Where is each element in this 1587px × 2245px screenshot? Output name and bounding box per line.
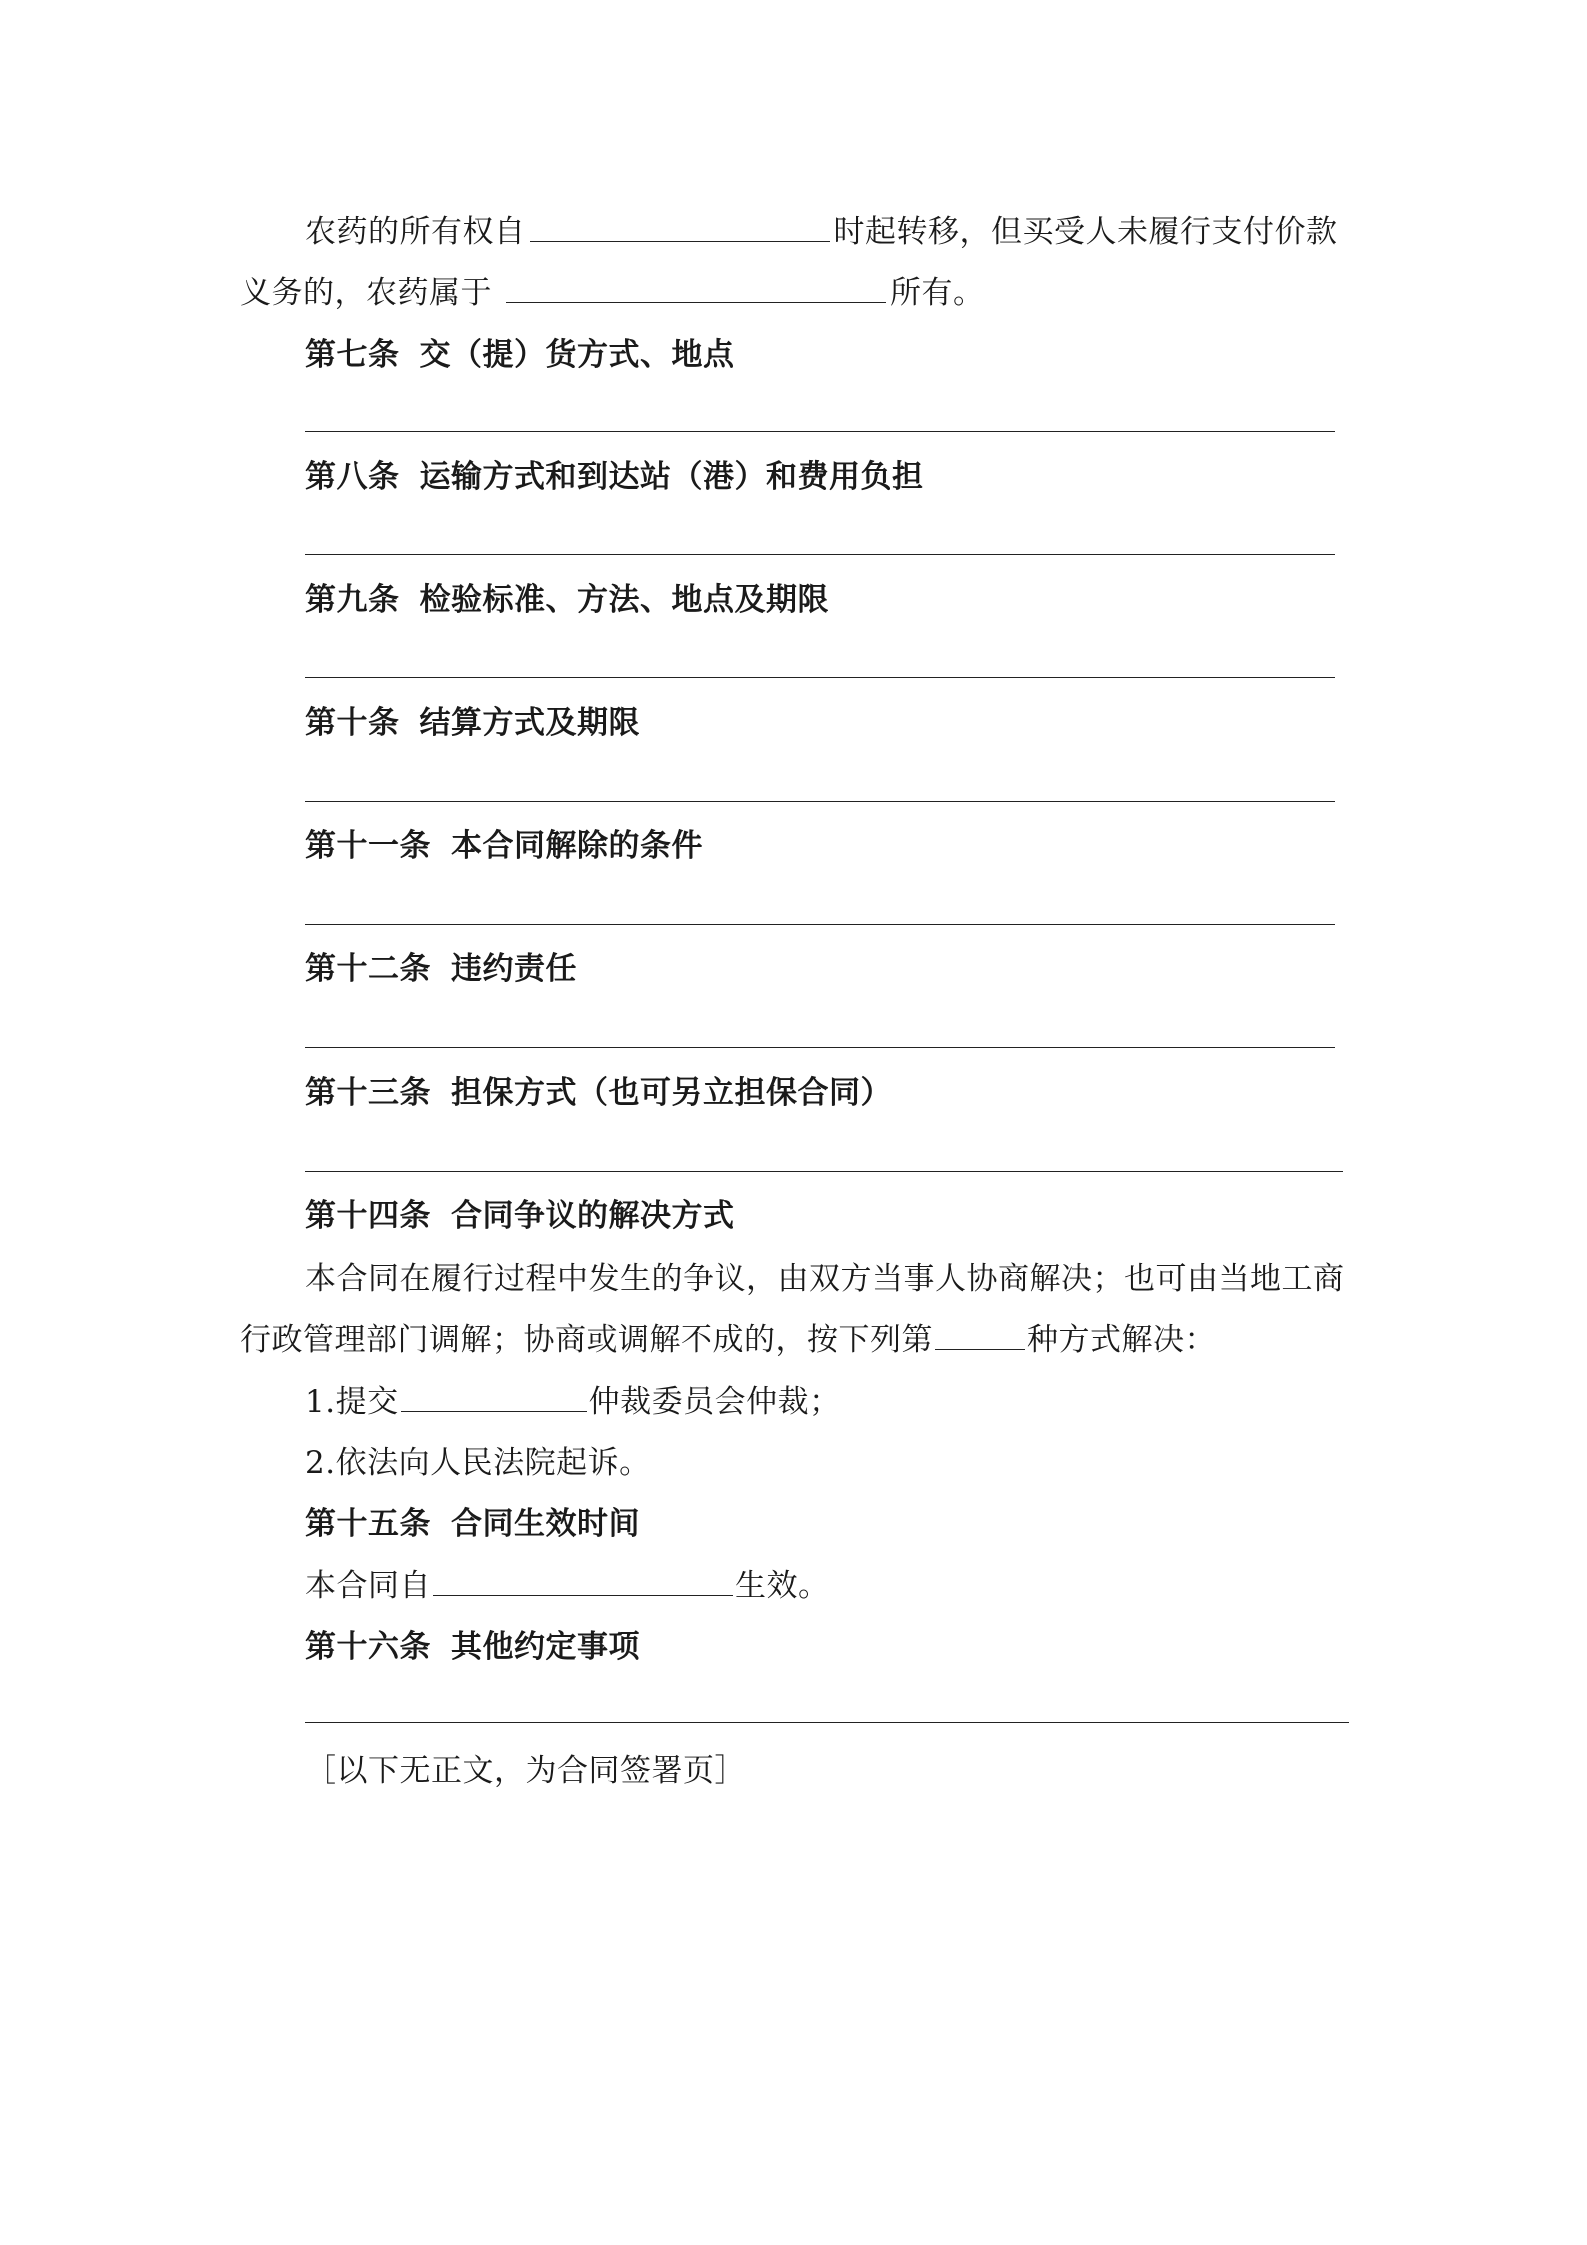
dispute-option-2 [305, 1442, 651, 1484]
ownership-text: 时起转移，但买受人未履行支付价款 [833, 214, 1338, 250]
article-13-fill-line [305, 1171, 1343, 1172]
ownership-text: 义务的，农药属于 [240, 275, 492, 311]
article-number: 第十一条 [305, 828, 431, 864]
dispute-text: 行政管理部门调解；协商或调解不成的，按下列第 [240, 1322, 933, 1358]
ownership-text: 农药的所有权自 [305, 214, 526, 250]
article-9-heading [305, 579, 829, 621]
dispute-text: 种方式解决： [1027, 1322, 1216, 1358]
article-title: 交（提）货方式、地点 [419, 337, 735, 373]
article-11-fill-line [305, 924, 1335, 925]
article-title: 运输方式和到达站（港）和费用负担 [419, 459, 924, 495]
article-number: 第九条 [305, 582, 400, 618]
dispute-text: 本合同在履行过程中发生的争议，由双方当事人协商解决；也可由当地工商 [305, 1261, 1345, 1297]
article-16-heading [305, 1626, 640, 1668]
article-number: 第七条 [305, 337, 400, 373]
effective-text: 本合同自 [305, 1568, 431, 1604]
article-number: 第十四条 [305, 1198, 431, 1234]
ownership-transfer-time-blank [530, 211, 830, 242]
article-title: 合同争议的解决方式 [451, 1198, 735, 1234]
article-10-fill-line [305, 801, 1335, 802]
arbitration-committee-blank [401, 1381, 587, 1412]
dispute-line-1 [305, 1258, 1345, 1300]
dispute-method-number-blank [935, 1319, 1025, 1350]
article-title: 本合同解除的条件 [451, 828, 703, 864]
ownership-text: 所有。 [890, 275, 985, 311]
article-title: 担保方式（也可另立担保合同） [451, 1075, 892, 1111]
article-8-heading [305, 456, 924, 498]
article-15-heading [305, 1503, 640, 1545]
article-13-heading [305, 1072, 892, 1114]
dispute-line-2 [240, 1319, 1216, 1361]
article-8-fill-line [305, 554, 1335, 555]
article-number: 第八条 [305, 459, 400, 495]
article-11-heading [305, 825, 703, 867]
article-title: 合同生效时间 [451, 1506, 640, 1542]
article-10-heading [305, 702, 640, 744]
article-12-heading [305, 948, 577, 990]
closing-note [305, 1750, 746, 1792]
effective-line [305, 1565, 830, 1607]
article-number: 第十二条 [305, 951, 431, 987]
article-title: 违约责任 [451, 951, 577, 987]
effective-time-blank [433, 1565, 733, 1596]
article-14-heading [305, 1195, 735, 1237]
dispute-option-1 [305, 1381, 841, 1423]
option-text: 2.依法向人民法院起诉。 [305, 1445, 651, 1481]
article-title: 其他约定事项 [451, 1629, 640, 1665]
article-title: 检验标准、方法、地点及期限 [419, 582, 829, 618]
ownership-line-1 [305, 211, 1338, 253]
article-number: 第十六条 [305, 1629, 431, 1665]
article-number: 第十五条 [305, 1506, 431, 1542]
option-text: 1.提交 [305, 1384, 399, 1420]
ownership-owner-blank [506, 272, 886, 303]
article-7-heading [305, 334, 735, 376]
effective-text: 生效。 [735, 1568, 830, 1604]
article-number: 第十条 [305, 705, 400, 741]
article-title: 结算方式及期限 [419, 705, 640, 741]
article-9-fill-line [305, 677, 1335, 678]
closing-note-text: ［以下无正文，为合同签署页］ [305, 1753, 746, 1789]
article-12-fill-line [305, 1047, 1335, 1048]
ownership-line-2 [240, 272, 985, 314]
option-text: 仲裁委员会仲裁； [588, 1384, 841, 1420]
article-number: 第十三条 [305, 1075, 431, 1111]
article-16-fill-line [305, 1722, 1349, 1723]
article-7-fill-line [305, 431, 1335, 432]
